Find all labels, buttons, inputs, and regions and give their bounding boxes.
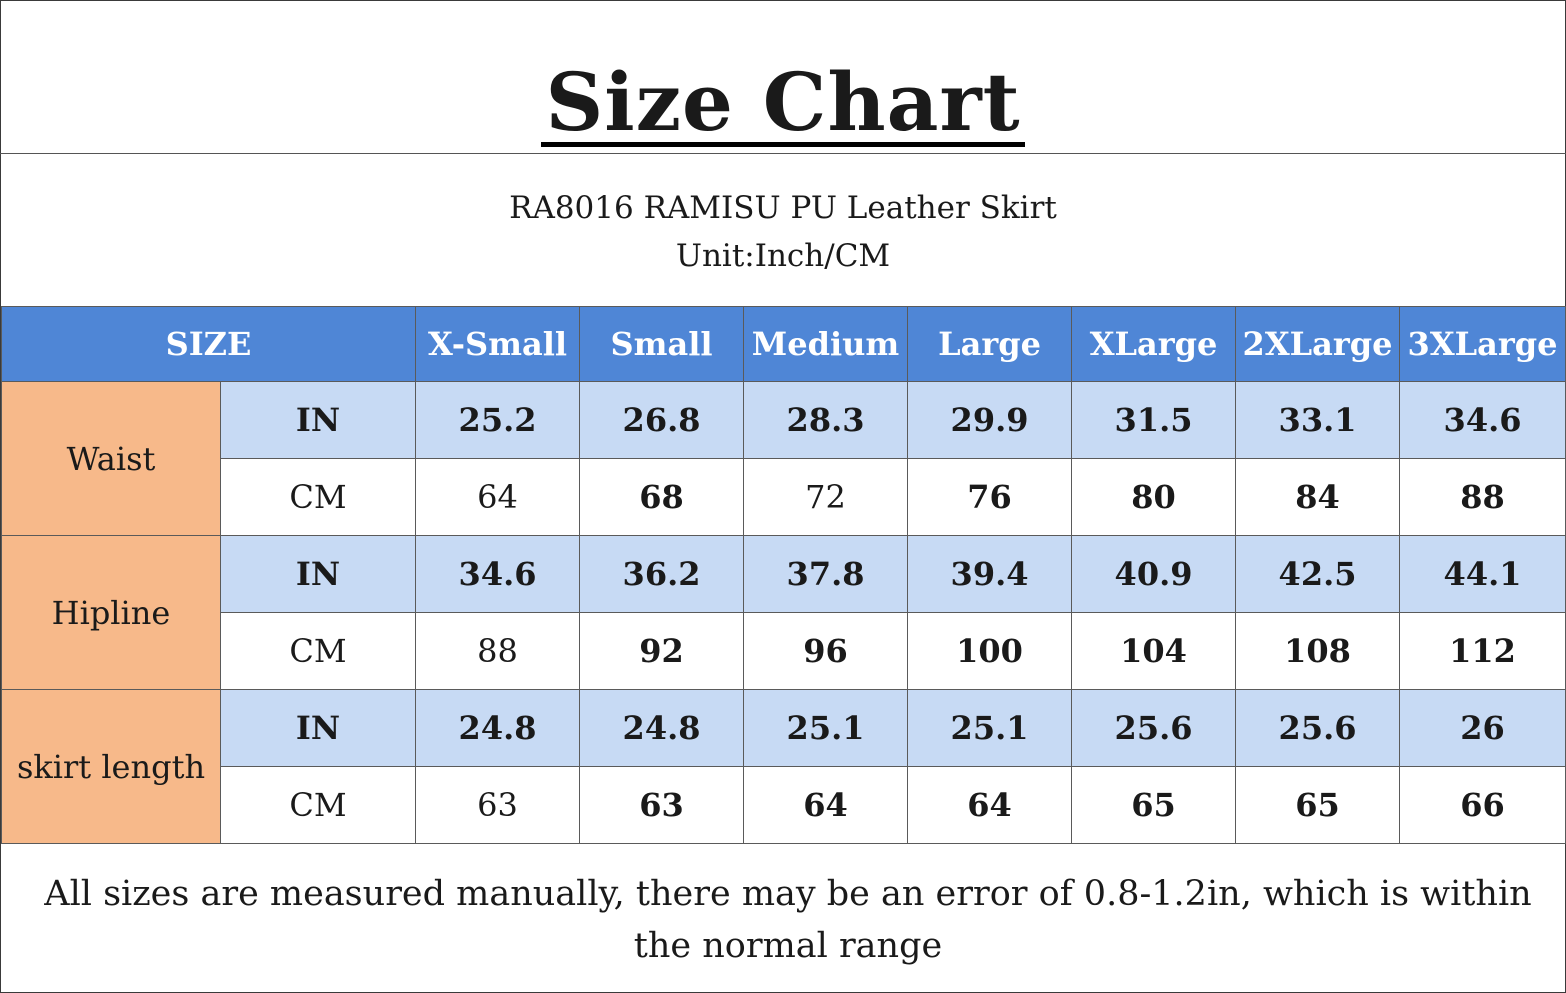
- value-cell: 26.8: [580, 382, 744, 459]
- value-cell: 65: [1236, 767, 1400, 844]
- value-cell: 25.1: [908, 690, 1072, 767]
- value-cell: 34.6: [1400, 382, 1566, 459]
- size-column-header: XLarge: [1072, 307, 1236, 382]
- value-cell: 42.5: [1236, 536, 1400, 613]
- value-cell: 25.6: [1236, 690, 1400, 767]
- value-cell: 64: [908, 767, 1072, 844]
- value-cell: 28.3: [744, 382, 908, 459]
- value-cell: 92: [580, 613, 744, 690]
- value-cell: 100: [908, 613, 1072, 690]
- value-cell: 37.8: [744, 536, 908, 613]
- size-column-header: X-Small: [416, 307, 580, 382]
- value-cell: 64: [744, 767, 908, 844]
- value-cell: 25.2: [416, 382, 580, 459]
- unit-label: Unit:Inch/CM: [675, 238, 891, 274]
- unit-cell: CM: [221, 613, 416, 690]
- value-cell: 26: [1400, 690, 1566, 767]
- size-chart-table: [1, 306, 1566, 844]
- size-column-header: Large: [908, 307, 1072, 382]
- size-column-header: Medium: [744, 307, 908, 382]
- table-body: [2, 382, 1566, 844]
- category-cell: Waist: [2, 382, 221, 536]
- table-row: [2, 613, 1566, 690]
- category-cell: Hipline: [2, 536, 221, 690]
- value-cell: 76: [908, 459, 1072, 536]
- value-cell: 63: [580, 767, 744, 844]
- value-cell: 25.1: [744, 690, 908, 767]
- value-cell: 84: [1236, 459, 1400, 536]
- page-title-text: Size Chart: [541, 62, 1024, 147]
- value-cell: 65: [1072, 767, 1236, 844]
- size-column-header: 2XLarge: [1236, 307, 1400, 382]
- value-cell: 33.1: [1236, 382, 1400, 459]
- value-cell: 104: [1072, 613, 1236, 690]
- category-cell: skirt length: [2, 690, 221, 844]
- value-cell: 29.9: [908, 382, 1072, 459]
- unit-cell: IN: [221, 690, 416, 767]
- title-section: [0, 0, 1566, 154]
- value-cell: 39.4: [908, 536, 1072, 613]
- value-cell: 96: [744, 613, 908, 690]
- table-row: [2, 536, 1566, 613]
- unit-cell: CM: [221, 459, 416, 536]
- value-cell: 31.5: [1072, 382, 1236, 459]
- table-row: [2, 382, 1566, 459]
- unit-cell: IN: [221, 536, 416, 613]
- value-cell: 40.9: [1072, 536, 1236, 613]
- value-cell: 88: [416, 613, 580, 690]
- measurement-note: All sizes are measured manually, there may be an error of 0.8-1.2in, which is within the normal range: [44, 874, 1532, 966]
- header-row: [2, 307, 1566, 382]
- table-row: [2, 690, 1566, 767]
- size-column-header: 3XLarge: [1400, 307, 1566, 382]
- value-cell: 112: [1400, 613, 1566, 690]
- size-header: SIZE: [2, 307, 416, 382]
- value-cell: 24.8: [580, 690, 744, 767]
- value-cell: 24.8: [416, 690, 580, 767]
- size-column-header: Small: [580, 307, 744, 382]
- value-cell: 34.6: [416, 536, 580, 613]
- table-row: [2, 459, 1566, 536]
- value-cell: 72: [744, 459, 908, 536]
- value-cell: 64: [416, 459, 580, 536]
- table-row: [2, 767, 1566, 844]
- value-cell: 68: [580, 459, 744, 536]
- value-cell: 63: [416, 767, 580, 844]
- value-cell: 88: [1400, 459, 1566, 536]
- unit-cell: IN: [221, 382, 416, 459]
- value-cell: 108: [1236, 613, 1400, 690]
- value-cell: 36.2: [580, 536, 744, 613]
- unit-cell: CM: [221, 767, 416, 844]
- page-title: [0, 54, 1566, 150]
- value-cell: 44.1: [1400, 536, 1566, 613]
- product-name: RA8016 RAMISU PU Leather Skirt: [509, 190, 1057, 226]
- value-cell: 25.6: [1072, 690, 1236, 767]
- value-cell: 80: [1072, 459, 1236, 536]
- value-cell: 66: [1400, 767, 1566, 844]
